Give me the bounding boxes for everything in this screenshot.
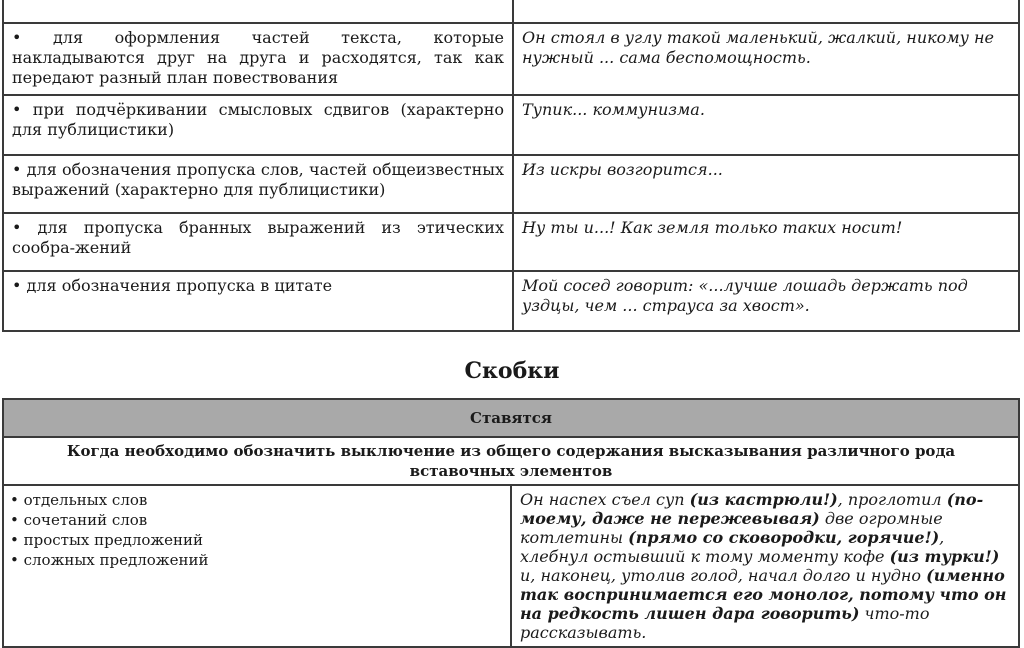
rule-cell: Когда необходимо обозначить выключение из общего содержания высказывания различного рода вставочных элементов xyxy=(3,437,1019,485)
example-fragment: что-то рассказывать. xyxy=(520,604,930,642)
example-fragment-bold: (по-моему, даже не пережевывая) xyxy=(520,490,984,528)
example-cell: Из искры возгорится... xyxy=(513,155,1019,213)
table-row xyxy=(3,485,1019,647)
table-row xyxy=(3,0,1019,23)
element-types-cell xyxy=(3,485,511,647)
blank-cell xyxy=(513,0,1019,23)
table-row xyxy=(3,23,1019,95)
table-row xyxy=(3,95,1019,155)
usage-cell: • при подчёркивании смысловых сдвигов (характерно для публицистики) xyxy=(3,95,513,155)
table-row xyxy=(3,437,1019,485)
example-fragment: Он наспех съел суп xyxy=(520,490,690,509)
section-title: Скобки xyxy=(464,358,560,384)
list-item: • простых предложений xyxy=(10,531,204,549)
example-fragment: и, наконец, утолив голод, начал долго и нудно xyxy=(520,566,927,585)
example-cell: Тупик... коммунизма. xyxy=(513,95,1019,155)
usage-cell: • для обозначения пропуска слов, частей общеизвестных выражений (характерно для публицистики) xyxy=(3,155,513,213)
blank-cell xyxy=(3,0,513,23)
usage-cell: • для обозначения пропуска в цитате xyxy=(3,271,513,331)
example-fragment-bold: (из турки!) xyxy=(889,547,1000,566)
ellipsis-usage-table xyxy=(2,0,1020,332)
list-item: • сложных предложений xyxy=(10,551,209,569)
example-cell: Ну ты и...! Как земля только таких носит! xyxy=(513,213,1019,271)
example-fragment-bold: (из кастрюли!) xyxy=(689,490,838,509)
table-row xyxy=(3,213,1019,271)
example-fragment: , проглотил xyxy=(837,490,947,509)
table-row xyxy=(3,271,1019,331)
example-cell xyxy=(511,485,1019,647)
list-item: • сочетаний слов xyxy=(10,511,148,529)
table-header: Ставятся xyxy=(3,399,1019,437)
example-cell: Мой сосед говорит: «...лучше лошадь держать под уздцы, чем ... страуса за хвост». xyxy=(513,271,1019,331)
table-header-row xyxy=(3,399,1019,437)
example-fragment-bold: (прямо со сковородки, горячие!) xyxy=(628,528,940,547)
usage-cell: • для пропуска бранных выражений из этических сообра-жений xyxy=(3,213,513,271)
example-cell: Он стоял в углу такой маленький, жалкий, никому не нужный ... сама беспомощность. xyxy=(513,23,1019,95)
example-fragment-bold: (именно так воспринимается его монолог, потому что он на редкость лишен дара говорить) xyxy=(520,566,1007,623)
example-fragment: , хлебнул остывший к тому моменту кофе xyxy=(520,528,945,566)
brackets-table xyxy=(2,398,1020,648)
usage-cell: • для оформления частей текста, которые накладываются друг на друга и расходятся, так как передают разный план повествования xyxy=(3,23,513,95)
example-fragment: две огромные котлетины xyxy=(520,509,943,547)
table-row xyxy=(3,155,1019,213)
list-item: • отдельных слов xyxy=(10,491,148,509)
